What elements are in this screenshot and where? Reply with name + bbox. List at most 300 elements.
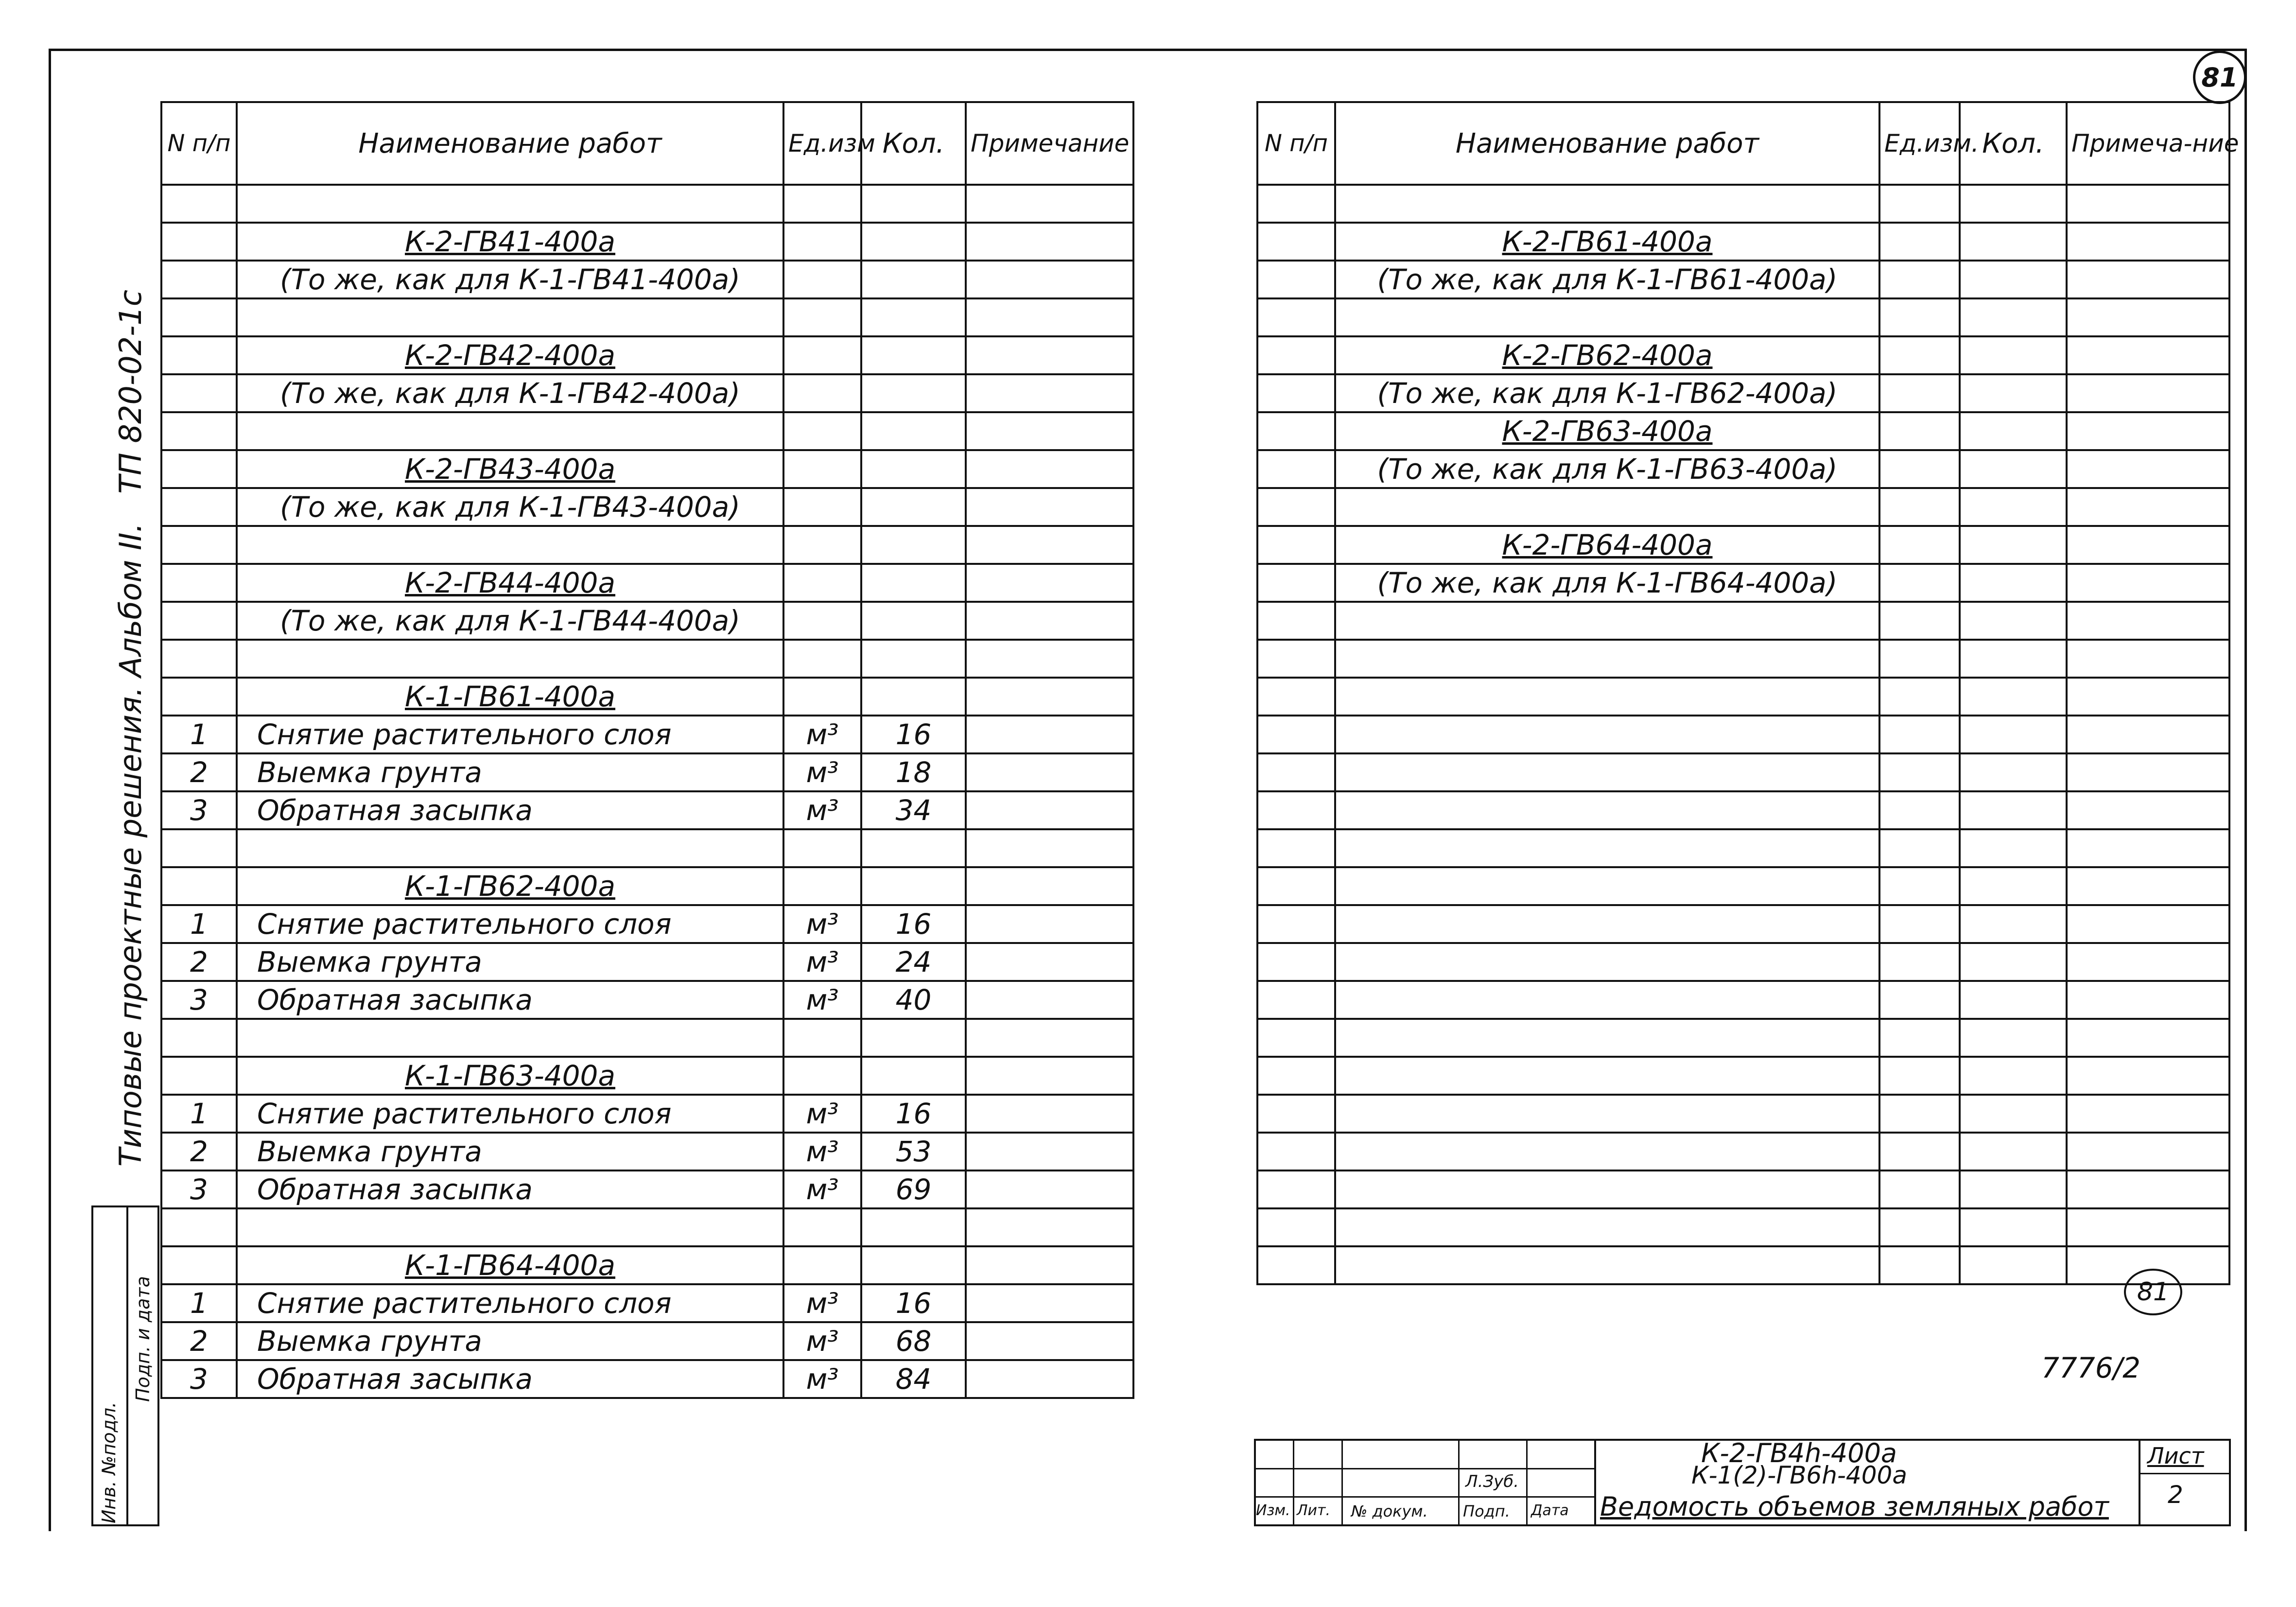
row-num: [161, 223, 237, 261]
section-title-text: К-2-ГВ43-400а: [404, 453, 616, 486]
empty-cell: [1335, 829, 1879, 867]
empty-cell: [1960, 602, 2067, 640]
row-qty: [861, 905, 966, 943]
table-row: [1257, 374, 2229, 412]
empty-cell: [1960, 298, 2067, 336]
section-note-text: (То же, как для К-1-ГВ41-400а): [280, 263, 740, 296]
table-row: [161, 185, 1133, 223]
empty-cell: [966, 829, 1133, 867]
row-note: [966, 374, 1133, 412]
empty-cell: [1879, 867, 1960, 905]
empty-cell: [1257, 298, 1335, 336]
section-title: [237, 1246, 783, 1284]
section-title-text: К-2-ГВ61-400а: [1502, 225, 1713, 258]
empty-cell: [2067, 791, 2229, 829]
row-name: [237, 943, 783, 981]
row-unit: [783, 791, 861, 829]
row-name-text: Выемка грунта: [257, 756, 482, 789]
row-name-text: Обратная засыпка: [257, 983, 533, 1016]
table-row: [1257, 298, 2229, 336]
empty-cell: [1257, 1057, 1335, 1095]
empty-cell: [1879, 753, 1960, 791]
empty-cell: [1879, 716, 1960, 753]
row-unit-text: м³: [806, 718, 839, 751]
table-row: [1257, 1057, 2229, 1095]
side-code: ТП 820-02-1с: [112, 290, 148, 494]
row-qty: [861, 450, 966, 488]
row-num-text: 2: [190, 1135, 208, 1168]
section-note: [1335, 564, 1879, 602]
empty-cell: [1960, 1057, 2067, 1095]
row-qty: [1960, 223, 2067, 261]
empty-cell: [1257, 678, 1335, 716]
tb-line: [1293, 1439, 1294, 1526]
row-name: [237, 1170, 783, 1208]
section-title-text: К-2-ГВ42-400а: [404, 339, 616, 372]
tb-line: [2229, 1439, 2231, 1526]
tb-title: Ведомость объемов земляных работ: [1600, 1491, 2109, 1522]
empty-cell: [161, 829, 237, 867]
left-works-table: [160, 101, 1134, 1399]
empty-cell: [1335, 185, 1879, 223]
row-num: [161, 867, 237, 905]
row-note: [2067, 223, 2229, 261]
empty-cell: [1879, 1057, 1960, 1095]
tb-col-doc: № докум.: [1351, 1502, 1428, 1520]
row-unit-text: м³: [806, 1325, 839, 1358]
tb-line: [1254, 1524, 2231, 1526]
table-row: [1257, 753, 2229, 791]
empty-cell: [2067, 981, 2229, 1019]
row-unit: [783, 753, 861, 791]
empty-cell: [861, 526, 966, 564]
row-qty-text: 53: [895, 1135, 932, 1168]
row-name: [237, 1095, 783, 1133]
row-qty: [861, 1360, 966, 1398]
table-row: [161, 753, 1133, 791]
col-header-num: N п/п: [161, 102, 237, 185]
row-unit: [1879, 450, 1960, 488]
row-num-text: 3: [190, 1362, 208, 1396]
row-note: [2067, 261, 2229, 298]
row-num: [161, 1095, 237, 1133]
empty-cell: [1335, 1019, 1879, 1057]
row-num-text: 3: [190, 983, 208, 1016]
empty-cell: [1879, 640, 1960, 678]
row-qty: [861, 753, 966, 791]
row-unit-text: м³: [806, 1362, 839, 1396]
col-header-unit: Ед.изм: [783, 102, 861, 185]
table-row: [161, 716, 1133, 753]
empty-cell: [1257, 829, 1335, 867]
row-qty: [1960, 526, 2067, 564]
row-unit-text: м³: [806, 1287, 839, 1320]
row-num-text: 2: [190, 945, 208, 978]
row-num-text: 3: [190, 1173, 208, 1206]
section-title: [237, 223, 783, 261]
empty-cell: [966, 298, 1133, 336]
row-num: [161, 905, 237, 943]
row-unit: [783, 1322, 861, 1360]
row-num: [1257, 450, 1335, 488]
table-row: [161, 261, 1133, 298]
empty-cell: [2067, 1095, 2229, 1133]
empty-cell: [783, 526, 861, 564]
row-num: [1257, 374, 1335, 412]
row-unit: [783, 564, 861, 602]
col-header-name: Наименование работ: [237, 102, 783, 185]
row-unit-text: м³: [806, 1173, 839, 1206]
row-note: [966, 564, 1133, 602]
sheet-number-circle-2: [2124, 1269, 2182, 1315]
empty-cell: [2067, 1170, 2229, 1208]
empty-cell: [237, 412, 783, 450]
section-note-text: (То же, как для К-1-ГВ63-400а): [1377, 453, 1838, 486]
empty-cell: [2067, 185, 2229, 223]
row-qty: [861, 981, 966, 1019]
empty-cell: [1335, 488, 1879, 526]
table-row: [161, 488, 1133, 526]
empty-cell: [783, 298, 861, 336]
row-qty: [861, 261, 966, 298]
section-title: [237, 678, 783, 716]
table-row: [161, 374, 1133, 412]
empty-cell: [1960, 905, 2067, 943]
section-note-text: (То же, как для К-1-ГВ62-400а): [1377, 377, 1838, 410]
empty-cell: [2067, 867, 2229, 905]
row-num: [161, 336, 237, 374]
title-block: [1254, 1439, 2231, 1526]
stamp-label-inv: Инв. №подл.: [98, 1401, 120, 1523]
empty-cell: [1960, 1208, 2067, 1246]
section-note: [237, 602, 783, 640]
table-row: [161, 943, 1133, 981]
empty-cell: [783, 1208, 861, 1246]
row-qty-text: 16: [895, 908, 932, 941]
row-qty: [861, 374, 966, 412]
row-unit: [783, 943, 861, 981]
row-num: [161, 261, 237, 298]
col-header-name: Наименование работ: [1335, 102, 1879, 185]
row-unit: [783, 1057, 861, 1095]
row-note: [966, 1057, 1133, 1095]
empty-cell: [1335, 753, 1879, 791]
empty-cell: [161, 640, 237, 678]
section-title: [237, 336, 783, 374]
section-title-text: К-2-ГВ62-400а: [1502, 339, 1713, 372]
empty-cell: [966, 526, 1133, 564]
row-name: [237, 753, 783, 791]
row-note: [966, 1360, 1133, 1398]
row-num: [161, 678, 237, 716]
row-qty: [861, 1284, 966, 1322]
empty-cell: [783, 640, 861, 678]
row-unit: [783, 716, 861, 753]
section-title: [237, 450, 783, 488]
table-row: [161, 1360, 1133, 1398]
table-row: [161, 602, 1133, 640]
row-unit-text: м³: [806, 1097, 839, 1130]
empty-cell: [1257, 905, 1335, 943]
row-num: [161, 716, 237, 753]
table-row: [1257, 1170, 2229, 1208]
row-name-text: Обратная засыпка: [257, 1362, 533, 1396]
empty-cell: [1335, 1246, 1879, 1284]
table-row: [161, 564, 1133, 602]
stamp-label-sign: Подп. и дата: [132, 1276, 154, 1402]
row-num-text: 2: [190, 1325, 208, 1358]
row-note: [966, 1095, 1133, 1133]
tb-line: [1594, 1439, 1596, 1526]
side-title: [111, 146, 150, 1167]
table-row: [1257, 716, 2229, 753]
empty-cell: [1257, 1246, 1335, 1284]
table-row: [1257, 791, 2229, 829]
row-qty: [861, 678, 966, 716]
row-num: [1257, 336, 1335, 374]
table-row: [1257, 336, 2229, 374]
table-row: [1257, 261, 2229, 298]
empty-cell: [1960, 488, 2067, 526]
row-note: [2067, 374, 2229, 412]
section-note-text: (То же, как для К-1-ГВ42-400а): [280, 377, 740, 410]
empty-cell: [861, 640, 966, 678]
row-name: [237, 791, 783, 829]
empty-cell: [1257, 981, 1335, 1019]
col-header-note: Примечание: [966, 102, 1133, 185]
empty-cell: [1879, 488, 1960, 526]
stamp-divider: [126, 1207, 128, 1524]
table-row: [161, 1133, 1133, 1170]
empty-cell: [1335, 791, 1879, 829]
row-name-text: Снятие растительного слоя: [257, 1097, 672, 1130]
empty-cell: [2067, 1208, 2229, 1246]
tb-code-line2: К-1(2)-ГВ6h-400а: [1691, 1461, 1907, 1489]
row-note: [966, 753, 1133, 791]
row-unit: [783, 1360, 861, 1398]
empty-cell: [1879, 943, 1960, 981]
tb-line: [1254, 1468, 1594, 1469]
empty-cell: [2067, 298, 2229, 336]
empty-cell: [966, 185, 1133, 223]
empty-cell: [1257, 943, 1335, 981]
empty-cell: [1879, 1133, 1960, 1170]
row-qty: [861, 943, 966, 981]
empty-cell: [1257, 1095, 1335, 1133]
section-title: [1335, 412, 1879, 450]
row-name: [237, 905, 783, 943]
sheet-number-2: 81: [2137, 1277, 2170, 1307]
section-title-text: К-2-ГВ44-400а: [404, 566, 616, 599]
tb-signature: Л.Зуб.: [1465, 1472, 1519, 1491]
empty-cell: [1257, 1170, 1335, 1208]
row-num: [161, 1284, 237, 1322]
empty-cell: [1335, 867, 1879, 905]
row-qty: [861, 791, 966, 829]
empty-cell: [1879, 1246, 1960, 1284]
row-unit: [783, 678, 861, 716]
empty-cell: [1257, 753, 1335, 791]
section-note: [1335, 374, 1879, 412]
right-works-table: [1256, 101, 2239, 1285]
table-row: [1257, 678, 2229, 716]
table-row: [161, 1284, 1133, 1322]
empty-cell: [1960, 640, 2067, 678]
table-row: [161, 867, 1133, 905]
section-title-text: К-1-ГВ61-400а: [404, 680, 616, 713]
row-num: [161, 450, 237, 488]
empty-cell: [1879, 185, 1960, 223]
empty-cell: [1257, 1208, 1335, 1246]
empty-cell: [161, 526, 237, 564]
row-qty: [1960, 336, 2067, 374]
row-unit: [783, 1095, 861, 1133]
row-num: [161, 791, 237, 829]
row-num-text: 1: [190, 1287, 208, 1320]
table-row: [161, 412, 1133, 450]
section-title: [1335, 526, 1879, 564]
section-note: [237, 488, 783, 526]
empty-cell: [1335, 905, 1879, 943]
section-title-text: К-1-ГВ64-400а: [404, 1249, 616, 1282]
table-row: [1257, 602, 2229, 640]
section-title-text: К-1-ГВ62-400а: [404, 870, 616, 903]
row-unit-text: м³: [806, 945, 839, 978]
row-unit: [783, 336, 861, 374]
row-name-text: Обратная засыпка: [257, 794, 533, 827]
row-qty-text: 16: [895, 718, 932, 751]
table-row: [1257, 223, 2229, 261]
empty-cell: [1960, 981, 2067, 1019]
row-unit: [783, 261, 861, 298]
empty-cell: [1257, 640, 1335, 678]
row-note: [966, 867, 1133, 905]
empty-cell: [237, 829, 783, 867]
table-row: [161, 905, 1133, 943]
table-row: [161, 336, 1133, 374]
row-qty-text: 69: [895, 1173, 932, 1206]
row-unit: [1879, 526, 1960, 564]
col-header-num: N п/п: [1257, 102, 1335, 185]
row-note: [966, 791, 1133, 829]
empty-cell: [966, 1019, 1133, 1057]
empty-cell: [783, 1019, 861, 1057]
row-qty: [1960, 412, 2067, 450]
section-note-text: (То же, как для К-1-ГВ61-400а): [1377, 263, 1838, 296]
empty-cell: [161, 412, 237, 450]
row-name: [237, 1322, 783, 1360]
empty-cell: [861, 829, 966, 867]
table-row: [161, 1057, 1133, 1095]
empty-cell: [1960, 678, 2067, 716]
table-row: [161, 1208, 1133, 1246]
row-unit-text: м³: [806, 908, 839, 941]
row-unit: [783, 1170, 861, 1208]
col-header-note: Примеча-ние: [2067, 102, 2229, 185]
approval-stamp: [91, 1205, 159, 1526]
empty-cell: [237, 640, 783, 678]
empty-cell: [237, 298, 783, 336]
row-num: [161, 943, 237, 981]
row-name-text: Выемка грунта: [257, 1135, 482, 1168]
empty-cell: [783, 412, 861, 450]
row-num-text: 1: [190, 908, 208, 941]
tb-col-izm: Изм.: [1256, 1502, 1290, 1519]
table-row: [1257, 450, 2229, 488]
row-num: [1257, 261, 1335, 298]
empty-cell: [1960, 943, 2067, 981]
empty-cell: [1879, 981, 1960, 1019]
row-num: [1257, 412, 1335, 450]
empty-cell: [161, 185, 237, 223]
row-num: [161, 374, 237, 412]
row-num: [1257, 526, 1335, 564]
empty-cell: [1335, 1208, 1879, 1246]
tb-line: [2139, 1473, 2231, 1474]
tb-line: [1341, 1439, 1343, 1526]
empty-cell: [237, 526, 783, 564]
section-note: [1335, 261, 1879, 298]
empty-cell: [1257, 488, 1335, 526]
empty-cell: [2067, 716, 2229, 753]
table-row: [1257, 981, 2229, 1019]
row-note: [966, 678, 1133, 716]
row-qty-text: 16: [895, 1097, 932, 1130]
row-name: [237, 1360, 783, 1398]
row-num: [161, 488, 237, 526]
table-row: [1257, 829, 2229, 867]
row-num: [161, 981, 237, 1019]
row-note: [966, 450, 1133, 488]
row-qty-text: 34: [895, 794, 932, 827]
row-name-text: Выемка грунта: [257, 1325, 482, 1358]
empty-cell: [237, 1019, 783, 1057]
empty-cell: [1335, 1133, 1879, 1170]
table-row: [161, 526, 1133, 564]
empty-cell: [2067, 640, 2229, 678]
row-qty: [861, 1133, 966, 1170]
row-note: [2067, 450, 2229, 488]
tb-line: [1526, 1439, 1528, 1526]
empty-cell: [2067, 1133, 2229, 1170]
tb-code-line1: К-2-ГВ4h-400а: [1701, 1438, 1897, 1468]
section-title-text: К-1-ГВ63-400а: [404, 1059, 616, 1092]
section-note-text: (То же, как для К-1-ГВ43-400а): [280, 490, 740, 524]
table-row: [1257, 185, 2229, 223]
table-row: [161, 223, 1133, 261]
table-row: [1257, 412, 2229, 450]
tb-col-sign: Подп.: [1463, 1502, 1510, 1520]
row-num: [161, 1322, 237, 1360]
row-num: [1257, 564, 1335, 602]
row-num-text: 3: [190, 794, 208, 827]
row-note: [966, 223, 1133, 261]
row-name-text: Снятие растительного слоя: [257, 908, 672, 941]
row-name: [237, 981, 783, 1019]
row-qty-text: 84: [895, 1362, 932, 1396]
empty-cell: [783, 185, 861, 223]
section-note: [237, 261, 783, 298]
tb-col-date: Дата: [1531, 1502, 1569, 1519]
row-unit: [783, 981, 861, 1019]
empty-cell: [1257, 791, 1335, 829]
row-note: [966, 336, 1133, 374]
empty-cell: [1960, 185, 2067, 223]
row-note: [966, 261, 1133, 298]
empty-cell: [1879, 829, 1960, 867]
row-note: [966, 1322, 1133, 1360]
row-num-text: 1: [190, 718, 208, 751]
